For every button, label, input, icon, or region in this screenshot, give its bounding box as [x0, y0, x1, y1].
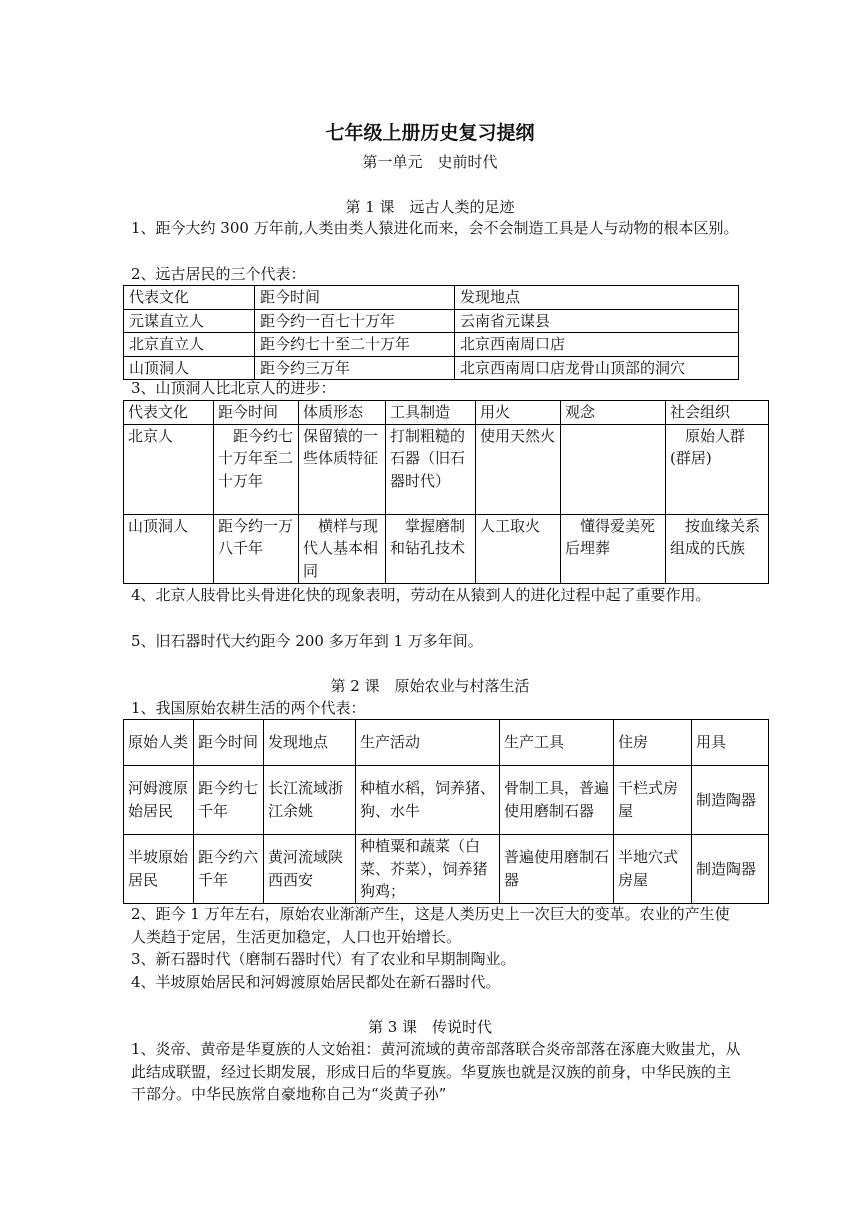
lesson2-point2: 2、距今 1 万年左右，原始农业渐渐产生，这是人类历史上一次巨大的变革。农业的产生使人类趋于定居，生活更加稳定，人口也开始增长。 — [131, 905, 730, 946]
table-row — [124, 309, 739, 333]
table-cell: 长江流域浙江余姚 — [264, 766, 356, 835]
table-header-cell: 用火 — [476, 401, 561, 425]
table-cell: 普遍使用磨制石器 — [500, 835, 614, 904]
table-row — [124, 835, 769, 904]
table-cell: 制造陶器 — [692, 766, 769, 835]
table-header-cell: 社会组织 — [666, 401, 769, 425]
lesson1-point2: 2、远古居民的三个代表： — [131, 265, 306, 283]
table-cell: 半坡原始居民 — [124, 835, 194, 904]
table-cell: 种植水稻，饲养猪、狗、水牛 — [356, 766, 500, 835]
table-cell: 按血缘关系组成的氏族 — [666, 514, 769, 583]
lesson1-point1: 1、距今大约 300 万年前,人类由类人猿进化而来，会不会制造工具是人与动物的根本区别。 — [131, 219, 739, 237]
document-title: 七年级上册历史复习提纲 — [325, 122, 535, 144]
progress-comparison-table — [123, 400, 769, 584]
table-header-cell: 住房 — [614, 720, 692, 766]
table-header-cell: 距今时间 — [194, 720, 264, 766]
table-cell: 元谋直立人 — [124, 309, 255, 333]
table-cell: 北京西南周口店 — [455, 333, 739, 357]
table-cell: 距今约七十至二十万年 — [255, 333, 455, 357]
table-cell: 山顶洞人 — [124, 514, 214, 583]
table-header-cell: 距今时间 — [214, 401, 299, 425]
table-header-cell: 生产活动 — [356, 720, 500, 766]
lesson1-heading: 第 1 课 远古人类的足迹 — [345, 198, 515, 216]
table-header-cell: 观念 — [561, 401, 666, 425]
table-cell: 距今约一万八千年 — [214, 514, 299, 583]
table-cell: 骨制工具，普遍使用磨制石器 — [500, 766, 614, 835]
table-cell: 北京人 — [124, 424, 214, 514]
lesson2-point4: 4、半坡原始居民和河姆渡原始居民都处在新石器时代。 — [131, 973, 501, 991]
table-cell: 北京直立人 — [124, 333, 255, 357]
table-cell: 原始人群(群居) — [666, 424, 769, 514]
table-cell: 人工取火 — [476, 514, 561, 583]
table-cell: 保留猿的一些体质特征 — [299, 424, 386, 514]
table-cell: 距今约七十万年至二十万年 — [214, 424, 299, 514]
table-cell: 横样与现代人基本相同 — [299, 514, 386, 583]
table-header-cell: 距今时间 — [255, 286, 455, 310]
table-header-cell: 用具 — [692, 720, 769, 766]
ancient-humans-table — [123, 285, 739, 380]
lesson2-point1: 1、我国原始农耕生活的两个代表： — [131, 699, 366, 717]
table-cell: 掌握磨制和钻孔技术 — [386, 514, 476, 583]
lesson1-point4: 4、北京人肢骨比头骨进化快的现象表明，劳动在从猿到人的进化过程中起了重要作用。 — [131, 586, 711, 604]
lesson1-point5: 5、旧石器时代大约距今 200 多万年到 1 万多年间。 — [131, 632, 483, 650]
table-header-cell: 发现地点 — [455, 286, 739, 310]
table-header-cell: 生产工具 — [500, 720, 614, 766]
table-header-cell: 体质形态 — [299, 401, 386, 425]
table-header-row — [124, 286, 739, 310]
table-cell: 半地穴式房屋 — [614, 835, 692, 904]
table-cell: 打制粗糙的石器（旧石器时代） — [386, 424, 476, 514]
lesson2-heading: 第 2 课 原始农业与村落生活 — [330, 677, 530, 695]
unit-heading: 第一单元 史前时代 — [362, 153, 498, 171]
table-cell — [561, 424, 666, 514]
table-cell: 河姆渡原始居民 — [124, 766, 194, 835]
table-row — [124, 424, 769, 514]
table-header-cell: 代表文化 — [124, 401, 214, 425]
table-cell: 距今约七千年 — [194, 766, 264, 835]
table-header-cell: 工具制造 — [386, 401, 476, 425]
table-cell: 使用天然火 — [476, 424, 561, 514]
table-header-cell: 发现地点 — [264, 720, 356, 766]
table-cell: 懂得爱美死后埋葬 — [561, 514, 666, 583]
table-cell: 距今约六千年 — [194, 835, 264, 904]
lesson1-point3: 3、山顶洞人比北京人的进步： — [131, 379, 336, 397]
table-cell: 北京西南周口店龙骨山顶部的洞穴 — [455, 356, 739, 380]
lesson3-point1: 1、炎帝、黄帝是华夏族的人文始祖：黄河流域的黄帝部落联合炎帝部落在涿鹿大败蚩尤，从此结成联盟，经过长期发展，形成日后的华夏族。华夏族也就是汉族的前身，中华民族的主干部分。中华民族常自豪地称自己为“炎黄子孙” — [131, 1040, 741, 1104]
table-cell: 干栏式房屋 — [614, 766, 692, 835]
table-header-row — [124, 720, 769, 766]
table-cell: 种植粟和蔬菜（白菜、芥菜），饲养猪狗鸡； — [356, 835, 500, 904]
table-row — [124, 333, 739, 357]
table-row — [124, 514, 769, 583]
table-row — [124, 766, 769, 835]
lesson3-heading: 第 3 课 传说时代 — [367, 1018, 493, 1036]
table-header-row — [124, 401, 769, 425]
table-cell: 黄河流域陕西西安 — [264, 835, 356, 904]
table-cell: 制造陶器 — [692, 835, 769, 904]
table-cell: 云南省元谋县 — [455, 309, 739, 333]
farming-settlements-table — [123, 719, 769, 904]
table-header-cell: 代表文化 — [124, 286, 255, 310]
table-header-cell: 原始人类 — [124, 720, 194, 766]
table-cell: 山顶洞人 — [124, 356, 255, 380]
table-cell: 距今约三万年 — [255, 356, 455, 380]
table-cell: 距今约一百七十万年 — [255, 309, 455, 333]
lesson2-point3: 3、新石器时代（磨制石器时代）有了农业和早期制陶业。 — [131, 950, 516, 968]
